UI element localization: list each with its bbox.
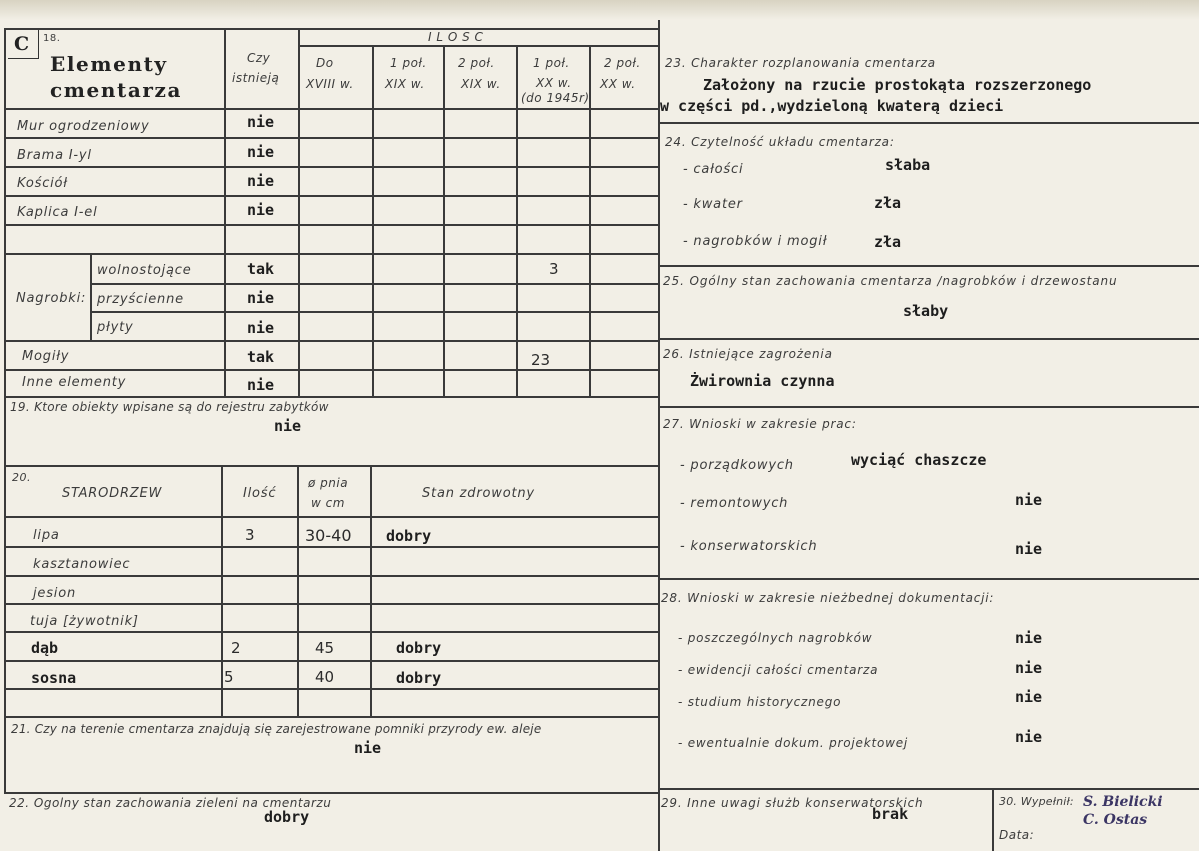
q29-label: 29. Inne uwagi służb konserwatorskich [661,796,924,810]
tree-count: 3 [245,526,255,544]
divider [4,137,659,139]
period-label: 2 poł. [458,56,495,70]
divider [4,660,659,662]
divider [221,465,223,716]
section-title-line1: Elementy [50,52,168,76]
section-title-line2: cmentarza [50,78,183,102]
nagrobki-item-label: przyścienne [97,292,184,307]
divider [4,546,659,548]
q24-item-label: - nagrobków i mogił [683,234,828,249]
q25-label: 25. Ogólny stan zachowania cmentarza /nagrobków i drzewostanu [663,274,1118,288]
period-label: XX w. [536,76,572,90]
q19-answer: nie [274,417,302,435]
q20-col-pnia: ø pnia [308,476,349,490]
divider [658,122,1199,124]
q20-col-pnia: w cm [311,496,345,510]
q27-item-answer: nie [1015,491,1043,509]
row-label-mur: Mur ogrodzeniowy [17,119,150,134]
divider [658,338,1199,340]
q28-item-answer: nie [1015,688,1043,706]
row-label-kosciol: Kościół [17,176,68,191]
row-value-mur: nie [247,113,275,131]
divider [4,716,659,718]
q25-answer: słaby [903,302,949,320]
divider [4,195,659,197]
tree-name: tuja [żywotnik] [30,614,139,629]
q27-item-label: - porządkowych [680,458,794,473]
q28-label: 28. Wnioski w zakresie nieżbednej dokumentacji: [661,591,995,605]
tree-name: sosna [31,669,77,687]
q21-answer: nie [354,739,382,757]
header-exists-1: Czy [247,51,271,65]
row-value-mogily: tak [247,348,275,366]
divider [372,45,374,396]
header-ilosc: I L O S C [428,30,484,44]
row-label-brama: Brama I-yl [17,148,92,163]
tree-diam: 40 [315,668,335,686]
q27-item-answer: nie [1015,540,1043,558]
period-label: Do [316,56,334,70]
divider [90,283,659,285]
tree-name: kasztanowiec [33,557,131,572]
divider [4,340,659,342]
divider [4,575,659,577]
period-label: (do 1945r) [521,91,590,105]
q24-item-answer: zła [874,233,902,251]
row-count-mogily: 23 [531,351,551,369]
tree-name: dąb [31,639,59,657]
divider [224,28,226,396]
divider [4,30,6,793]
divider [4,688,659,690]
q20-number: 20. [12,471,31,484]
q28-item-label: - ewentualnie dokum. projektowej [678,736,909,750]
q24-item-answer: słaba [885,156,931,174]
nagrobki-item-label: płyty [97,320,134,335]
card-top-edge [0,0,1199,20]
q20-header: STARODRZEW [62,486,163,501]
period-label: 1 poł. [390,56,427,70]
divider [4,166,659,168]
divider [658,578,1199,580]
period-label: 1 poł. [533,56,570,70]
nagrobki-item-value: nie [247,319,275,337]
divider [658,20,660,851]
row-label-mogily: Mogiły [22,349,70,364]
q22-answer: dobry [264,808,310,826]
divider [370,465,372,716]
period-label: XVIII w. [306,77,354,91]
row-label-inne: Inne elementy [22,375,127,390]
nagrobki-item-label: wolnostojące [97,263,192,278]
q27-item-answer: wyciąć chaszcze [851,451,987,469]
q30-date-label: Data: [999,828,1035,842]
signature-2: C. Ostas [1083,812,1148,828]
row-value-inne: nie [247,376,275,394]
q20-col-stan: Stan zdrowotny [422,486,535,501]
q21-label: 21. Czy na terenie cmentarza znajdują się zarejestrowane pomniki przyrody ew. aleje [11,722,542,736]
divider [298,45,659,47]
header-exists-2: istnieją [232,71,280,85]
divider [992,788,994,851]
q24-item-label: - kwater [683,197,743,212]
q28-item-answer: nie [1015,659,1043,677]
period-label: XX w. [600,77,636,91]
divider [658,788,1199,790]
q23-answer-line1: Założony na rzucie prostokąta rozszerzonego [703,76,1092,94]
q26-answer: Żwirownia czynna [690,372,835,390]
q28-item-answer: nie [1015,728,1043,746]
nagrobki-item-count: 3 [549,260,559,278]
divider [90,253,92,340]
divider [4,28,659,30]
row-value-brama: nie [247,143,275,161]
q23-label: 23. Charakter rozplanowania cmentarza [665,56,936,70]
divider [4,516,659,518]
section-letter: C [14,33,31,55]
nagrobki-item-value: nie [247,289,275,307]
tree-name: lipa [33,528,60,543]
section-number: 18. [43,33,61,44]
nagrobki-label: Nagrobki: [16,291,87,306]
q23-answer-line2: w części pd.,wydzieloną kwaterą dzieci [660,97,1004,115]
q28-item-label: - ewidencji całości cmentarza [678,663,879,677]
tree-count: 5 [224,668,234,686]
divider [4,369,659,371]
q28-item-answer: nie [1015,629,1043,647]
q29-answer: brak [872,805,909,823]
divider [298,28,300,396]
row-value-kosciol: nie [247,172,275,190]
divider [4,792,659,794]
q28-item-label: - studium historycznego [678,695,842,709]
q20-col-ilosc: Ilość [243,486,277,501]
period-label: XIX w. [385,77,425,91]
q28-item-label: - poszczególnych nagrobków [678,631,873,645]
tree-state: dobry [396,639,442,657]
row-label-kaplica: Kaplica I-el [17,205,98,220]
q24-item-label: - całości [683,162,744,177]
q22-label: 22. Ogolny stan zachowania zieleni na cmentarzu [9,796,332,810]
nagrobki-item-value: tak [247,260,275,278]
tree-state: dobry [396,669,442,687]
divider [4,253,659,255]
divider [4,396,659,398]
q27-item-label: - remontowych [680,496,789,511]
divider [90,311,659,313]
divider [297,465,299,716]
q30-label: 30. Wypełnił: [999,795,1074,808]
tree-diam: 45 [315,639,335,657]
row-value-kaplica: nie [247,201,275,219]
divider [443,45,445,396]
tree-diam: 30-40 [305,526,352,545]
tree-count: 2 [231,639,241,657]
divider [658,406,1199,408]
q27-item-label: - konserwatorskich [680,539,818,554]
divider [4,631,659,633]
signature-1: S. Bielicki [1083,794,1163,810]
q19-label: 19. Ktore obiekty wpisane są do rejestru zabytków [10,400,329,414]
divider [658,265,1199,267]
divider [4,108,659,110]
period-label: XIX w. [461,77,501,91]
period-label: 2 poł. [604,56,641,70]
divider [4,603,659,605]
divider [4,465,659,467]
tree-name: jesion [33,586,76,601]
divider [4,224,659,226]
q24-label: 24. Czytelność układu cmentarza: [665,135,895,149]
q27-label: 27. Wnioski w zakresie prac: [663,417,857,431]
tree-state: dobry [386,527,432,545]
q26-label: 26. Istniejące zagrożenia [663,347,833,361]
q24-item-answer: zła [874,194,902,212]
divider [516,45,518,396]
